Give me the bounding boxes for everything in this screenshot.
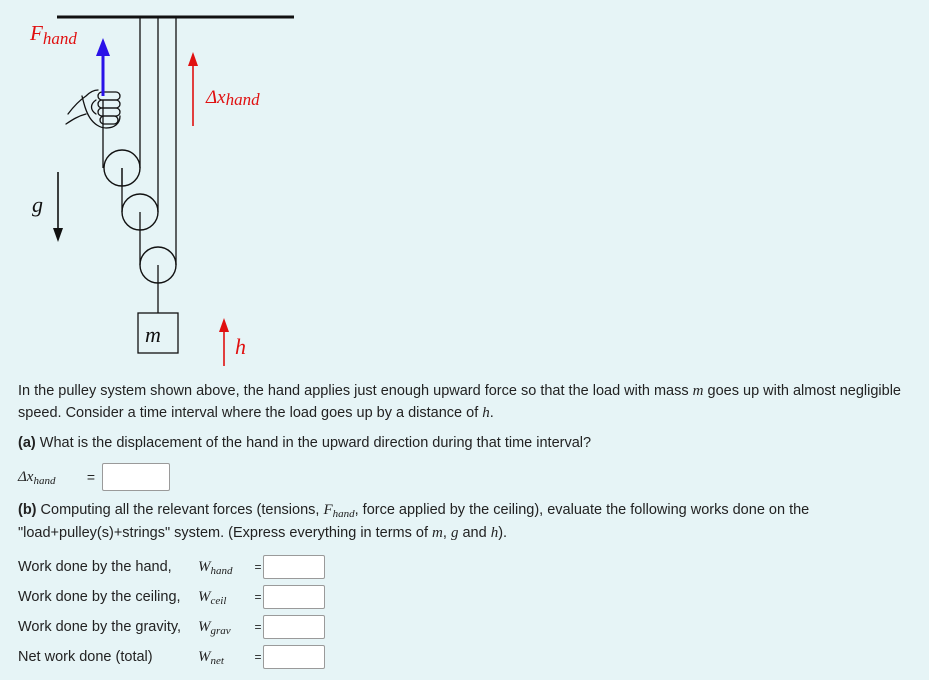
g-label: g xyxy=(32,192,43,217)
work-row-gravity: Work done by the gravity, $W_{grav}$ = xyxy=(18,613,325,641)
dx-hand-label: Δxhand xyxy=(206,87,260,109)
w-net-input[interactable] xyxy=(263,645,325,669)
hand-icon xyxy=(66,90,120,128)
pulley-diagram xyxy=(0,0,320,375)
force-arrow-head xyxy=(96,38,110,56)
part-a-question: (a) What is the displacement of the hand in the upward direction during that time interval? xyxy=(18,435,592,451)
work-row-net: Net work done (total) $W_{net}$ = xyxy=(18,643,325,671)
w-hand-input[interactable] xyxy=(263,555,325,579)
intro-paragraph: In the pulley system shown above, the hand applies just enough upward force so that the load with mass m goes up with almost negligible speed. Consider a time interval where the load goes up by a distance of h. xyxy=(18,383,901,421)
w-ceil-input[interactable] xyxy=(263,585,325,609)
work-row-ceiling: Work done by the ceiling, $W_{ceil}$ = xyxy=(18,583,325,611)
dx-hand-input[interactable] xyxy=(102,463,170,491)
f-hand-label: Fhand xyxy=(30,21,77,48)
w-grav-input[interactable] xyxy=(263,615,325,639)
work-row-hand: Work done by the hand, $W_{hand}$ = xyxy=(18,553,325,581)
g-arrow-head xyxy=(53,228,63,242)
pulley-1 xyxy=(104,150,140,186)
h-arrow-head xyxy=(219,318,229,332)
dx-arrow-head xyxy=(188,52,198,66)
mass-label: m xyxy=(145,322,161,347)
part-b-question: (b) Computing all the relevant forces (tensions, $F_{hand}$, force applied by the ceiling), evaluate the following works done on the "load+pulley(s)+strings" system. (Express everything in terms of m, g and h). xyxy=(18,502,810,541)
dx-hand-symbol: $\Delta x_{hand}$ xyxy=(18,468,56,487)
h-label: h xyxy=(235,334,246,359)
part-a-answer-row: $\Delta x_{hand}$ = xyxy=(18,463,170,491)
